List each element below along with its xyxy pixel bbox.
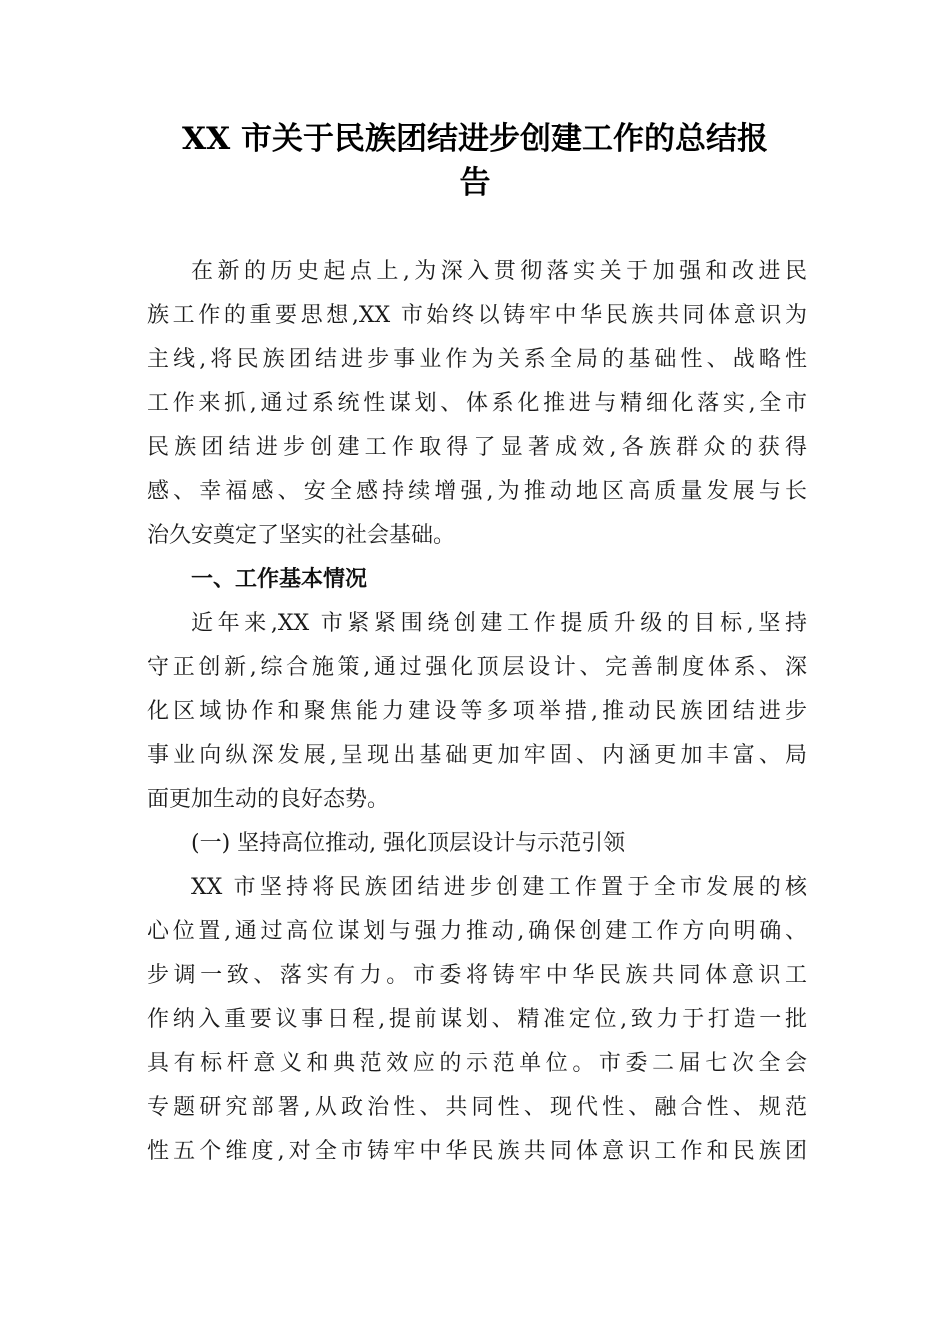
section-heading: 一、工作基本情况 — [191, 567, 368, 592]
subsection-heading: (一) 坚持高位推动, 强化顶层设计与示范引领 — [191, 831, 626, 856]
text-line: 守正创新,综合施策,通过强化顶层设计、完善制度体系、深 — [147, 655, 807, 680]
paragraph-overview — [147, 602, 807, 822]
text-line: 治久安奠定了坚实的社会基础。 — [147, 523, 456, 548]
text-line: 民族团结进步创建工作取得了显著成效,各族群众的获得 — [147, 435, 807, 460]
text-line: 感、幸福感、安全感持续增强,为推动地区高质量发展与长 — [147, 479, 807, 504]
text-line: 工作来抓,通过系统性谋划、体系化推进与精细化落实,全市 — [147, 391, 807, 416]
title-line-1: XX 市关于民族团结进步创建工作的总结报 — [182, 121, 768, 157]
text-line: 专题研究部署,从政治性、共同性、现代性、融合性、规范 — [147, 1095, 807, 1120]
paragraph-intro — [147, 250, 807, 558]
text-line: 作纳入重要议事日程,提前谋划、精准定位,致力于打造一批 — [147, 1007, 807, 1032]
document-body — [147, 250, 807, 1174]
title-line-2: 告 — [459, 165, 491, 201]
text-line: 化区域协作和聚焦能力建设等多项举措,推动民族团结进步 — [147, 699, 807, 724]
text-line: 主线,将民族团结进步事业作为关系全局的基础性、战略性 — [147, 347, 807, 372]
text-line: 步调一致、落实有力。市委将铸牢中华民族共同体意识工 — [147, 963, 807, 988]
text-line: 性五个维度,对全市铸牢中华民族共同体意识工作和民族团 — [147, 1139, 807, 1164]
text-line: 具有标杆意义和典范效应的示范单位。市委二届七次全会 — [147, 1051, 807, 1076]
text-line: 近年来,XX 市紧紧围绕创建工作提质升级的目标,坚持 — [191, 611, 807, 636]
paragraph-top-level-design — [147, 866, 807, 1174]
text-line: 族工作的重要思想,XX 市始终以铸牢中华民族共同体意识为 — [147, 303, 807, 328]
text-line: 在新的历史起点上,为深入贯彻落实关于加强和改进民 — [191, 259, 807, 284]
text-line: 事业向纵深发展,呈现出基础更加牢固、内涵更加丰富、局 — [147, 743, 807, 768]
text-line: XX 市坚持将民族团结进步创建工作置于全市发展的核 — [191, 875, 807, 900]
text-line: 面更加生动的良好态势。 — [147, 787, 390, 812]
text-line: 心位置,通过高位谋划与强力推动,确保创建工作方向明确、 — [147, 919, 807, 944]
document-title — [140, 117, 810, 205]
